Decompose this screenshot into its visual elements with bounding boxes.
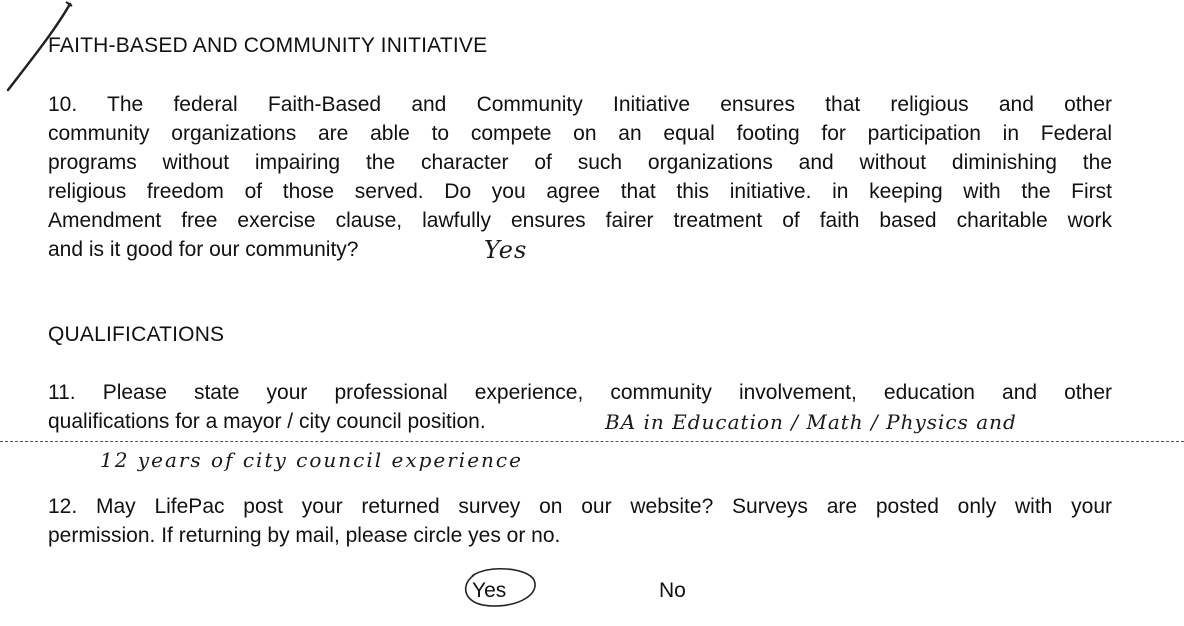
question-12-line: permission. If returning by mail, please circle yes or no. (48, 524, 561, 547)
question-10-line: community organizations are able to compete on an equal footing for participation in Federal (48, 122, 1112, 145)
question-11-line: 11. Please state your professional experience, community involvement, education and other (48, 381, 1112, 404)
question-10-line: and is it good for our community? (48, 238, 359, 261)
question-11-handwritten-answer-line2: 12 years of city council experience (100, 448, 523, 472)
section-heading-faith: FAITH-BASED AND COMMUNITY INITIATIVE (48, 34, 488, 57)
question-11-handwritten-answer-line1: BA in Education / Math / Physics and (605, 410, 1017, 434)
hand-drawn-circle-yes (458, 566, 548, 616)
question-10-handwritten-answer: Yes (484, 236, 528, 264)
answer-rule-line (0, 441, 1184, 442)
question-11-line: qualifications for a mayor / city council position. (48, 410, 486, 433)
question-10 (48, 90, 1112, 264)
option-no[interactable]: No (659, 579, 686, 602)
question-10-line: programs without impairing the character of such organizations and without diminishing the (48, 151, 1112, 174)
question-10-line: religious freedom of those served. Do you agree that this initiative. in keeping with the First (48, 180, 1112, 203)
question-10-line: 10. The federal Faith-Based and Community Initiative ensures that religious and other (48, 93, 1112, 116)
question-10-line: Amendment free exercise clause, lawfully ensures fairer treatment of faith based charitable work (48, 209, 1112, 232)
section-heading-qualifications: QUALIFICATIONS (48, 323, 225, 346)
option-yes[interactable]: Yes (472, 579, 507, 602)
question-12-line: 12. May LifePac post your returned survey on our website? Surveys are posted only with your (48, 495, 1112, 518)
question-12 (48, 492, 1112, 550)
